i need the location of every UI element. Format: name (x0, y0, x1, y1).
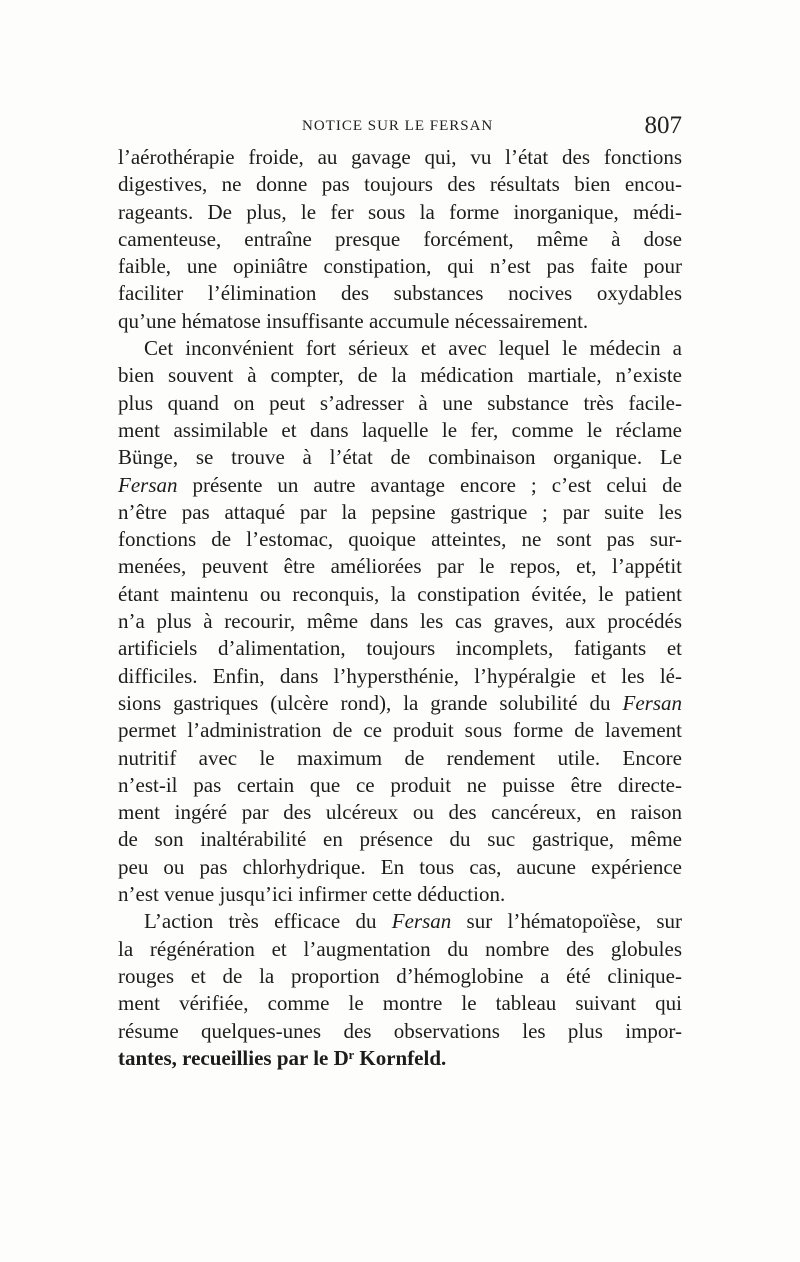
text-line: digestives, ne donne pas toujours des résultats bien encou- (118, 172, 682, 197)
text-line: L’action très efficace du Fersan sur l’hématopoïèse, sur (144, 909, 682, 934)
text-line: faciliter l’élimination des substances nocives oxydables (118, 281, 682, 306)
text-line: n’a plus à recourir, même dans les cas graves, aux procédés (118, 609, 682, 634)
product-name-italic: Fersan (391, 909, 452, 934)
body-text (118, 144, 682, 1072)
text-line: rouges et de la proportion d’hémoglobine a été clinique- (118, 963, 682, 988)
text-line: bien souvent à compter, de la médication martiale, n’existe (118, 363, 682, 388)
running-head (118, 112, 682, 142)
text-line: nutritif avec le maximum de rendement utile. Encore (118, 745, 682, 770)
page-number: 807 (644, 112, 682, 139)
text-line: de son inaltérabilité en présence du suc gastrique, même (118, 827, 682, 852)
text-line: camenteuse, entraîne presque forcément, même à dose (118, 226, 682, 251)
text-line: qu’une hématose insuffisante accumule nécessairement. (118, 308, 589, 333)
text-line: peu ou pas chlorhydrique. En tous cas, aucune expérience (118, 854, 682, 879)
product-name-italic: Fersan (622, 690, 682, 715)
text-line: permet l’administration de ce produit sous forme de lavement (118, 718, 682, 743)
text-line: faible, une opiniâtre constipation, qui n’est pas faite pour (118, 254, 682, 279)
text-line: sions gastriques (ulcère rond), la grande solubilité du Fersan (118, 690, 682, 715)
text-line: étant maintenu ou reconquis, la constipation évitée, le patient (118, 581, 682, 606)
text-line: Bünge, se trouve à l’état de combinaison organique. Le (118, 445, 682, 470)
text-line: fonctions de l’estomac, quoique atteintes, ne sont pas sur- (118, 527, 682, 552)
text-line: Cet inconvénient fort sérieux et avec lequel le médecin a (144, 336, 682, 361)
text-line: la régénération et l’augmentation du nombre des globules (118, 936, 682, 961)
text-line: n’est-il pas certain que ce produit ne puisse être directe- (118, 772, 682, 797)
text-line: rageants. De plus, le fer sous la forme inorganique, médi- (118, 199, 682, 224)
text-line: difficiles. Enfin, dans l’hypersthénie, l’hypéralgie et les lé- (118, 663, 682, 688)
text-line: tantes, recueillies par le Dʳ Kornfeld. (118, 1045, 447, 1070)
product-name-italic: Fersan (118, 472, 178, 497)
text-line: résume quelques-unes des observations les plus impor- (118, 1018, 682, 1043)
text-line: artificiels d’alimentation, toujours incomplets, fatigants et (118, 636, 682, 661)
text-line: Fersan présente un autre avantage encore ; c’est celui de (118, 472, 682, 497)
running-title: NOTICE SUR LE FERSAN (302, 118, 494, 134)
text-line: menées, peuvent être améliorées par le repos, et, l’appétit (118, 554, 682, 579)
text-line: ment vérifiée, comme le montre le tableau suivant qui (118, 991, 682, 1016)
text-line: n’être pas attaqué par la pepsine gastrique ; par suite les (118, 499, 682, 524)
text-line: ment ingéré par des ulcéreux ou des cancéreux, en raison (118, 800, 682, 825)
text-line: l’aérothérapie froide, au gavage qui, vu l’état des fonctions (118, 145, 682, 169)
text-line: plus quand on peut s’adresser à une substance très facile- (118, 390, 682, 415)
text-line: ment assimilable et dans laquelle le fer, comme le réclame (118, 417, 682, 442)
text-line: n’est venue jusqu’ici infirmer cette déduction. (118, 882, 506, 907)
